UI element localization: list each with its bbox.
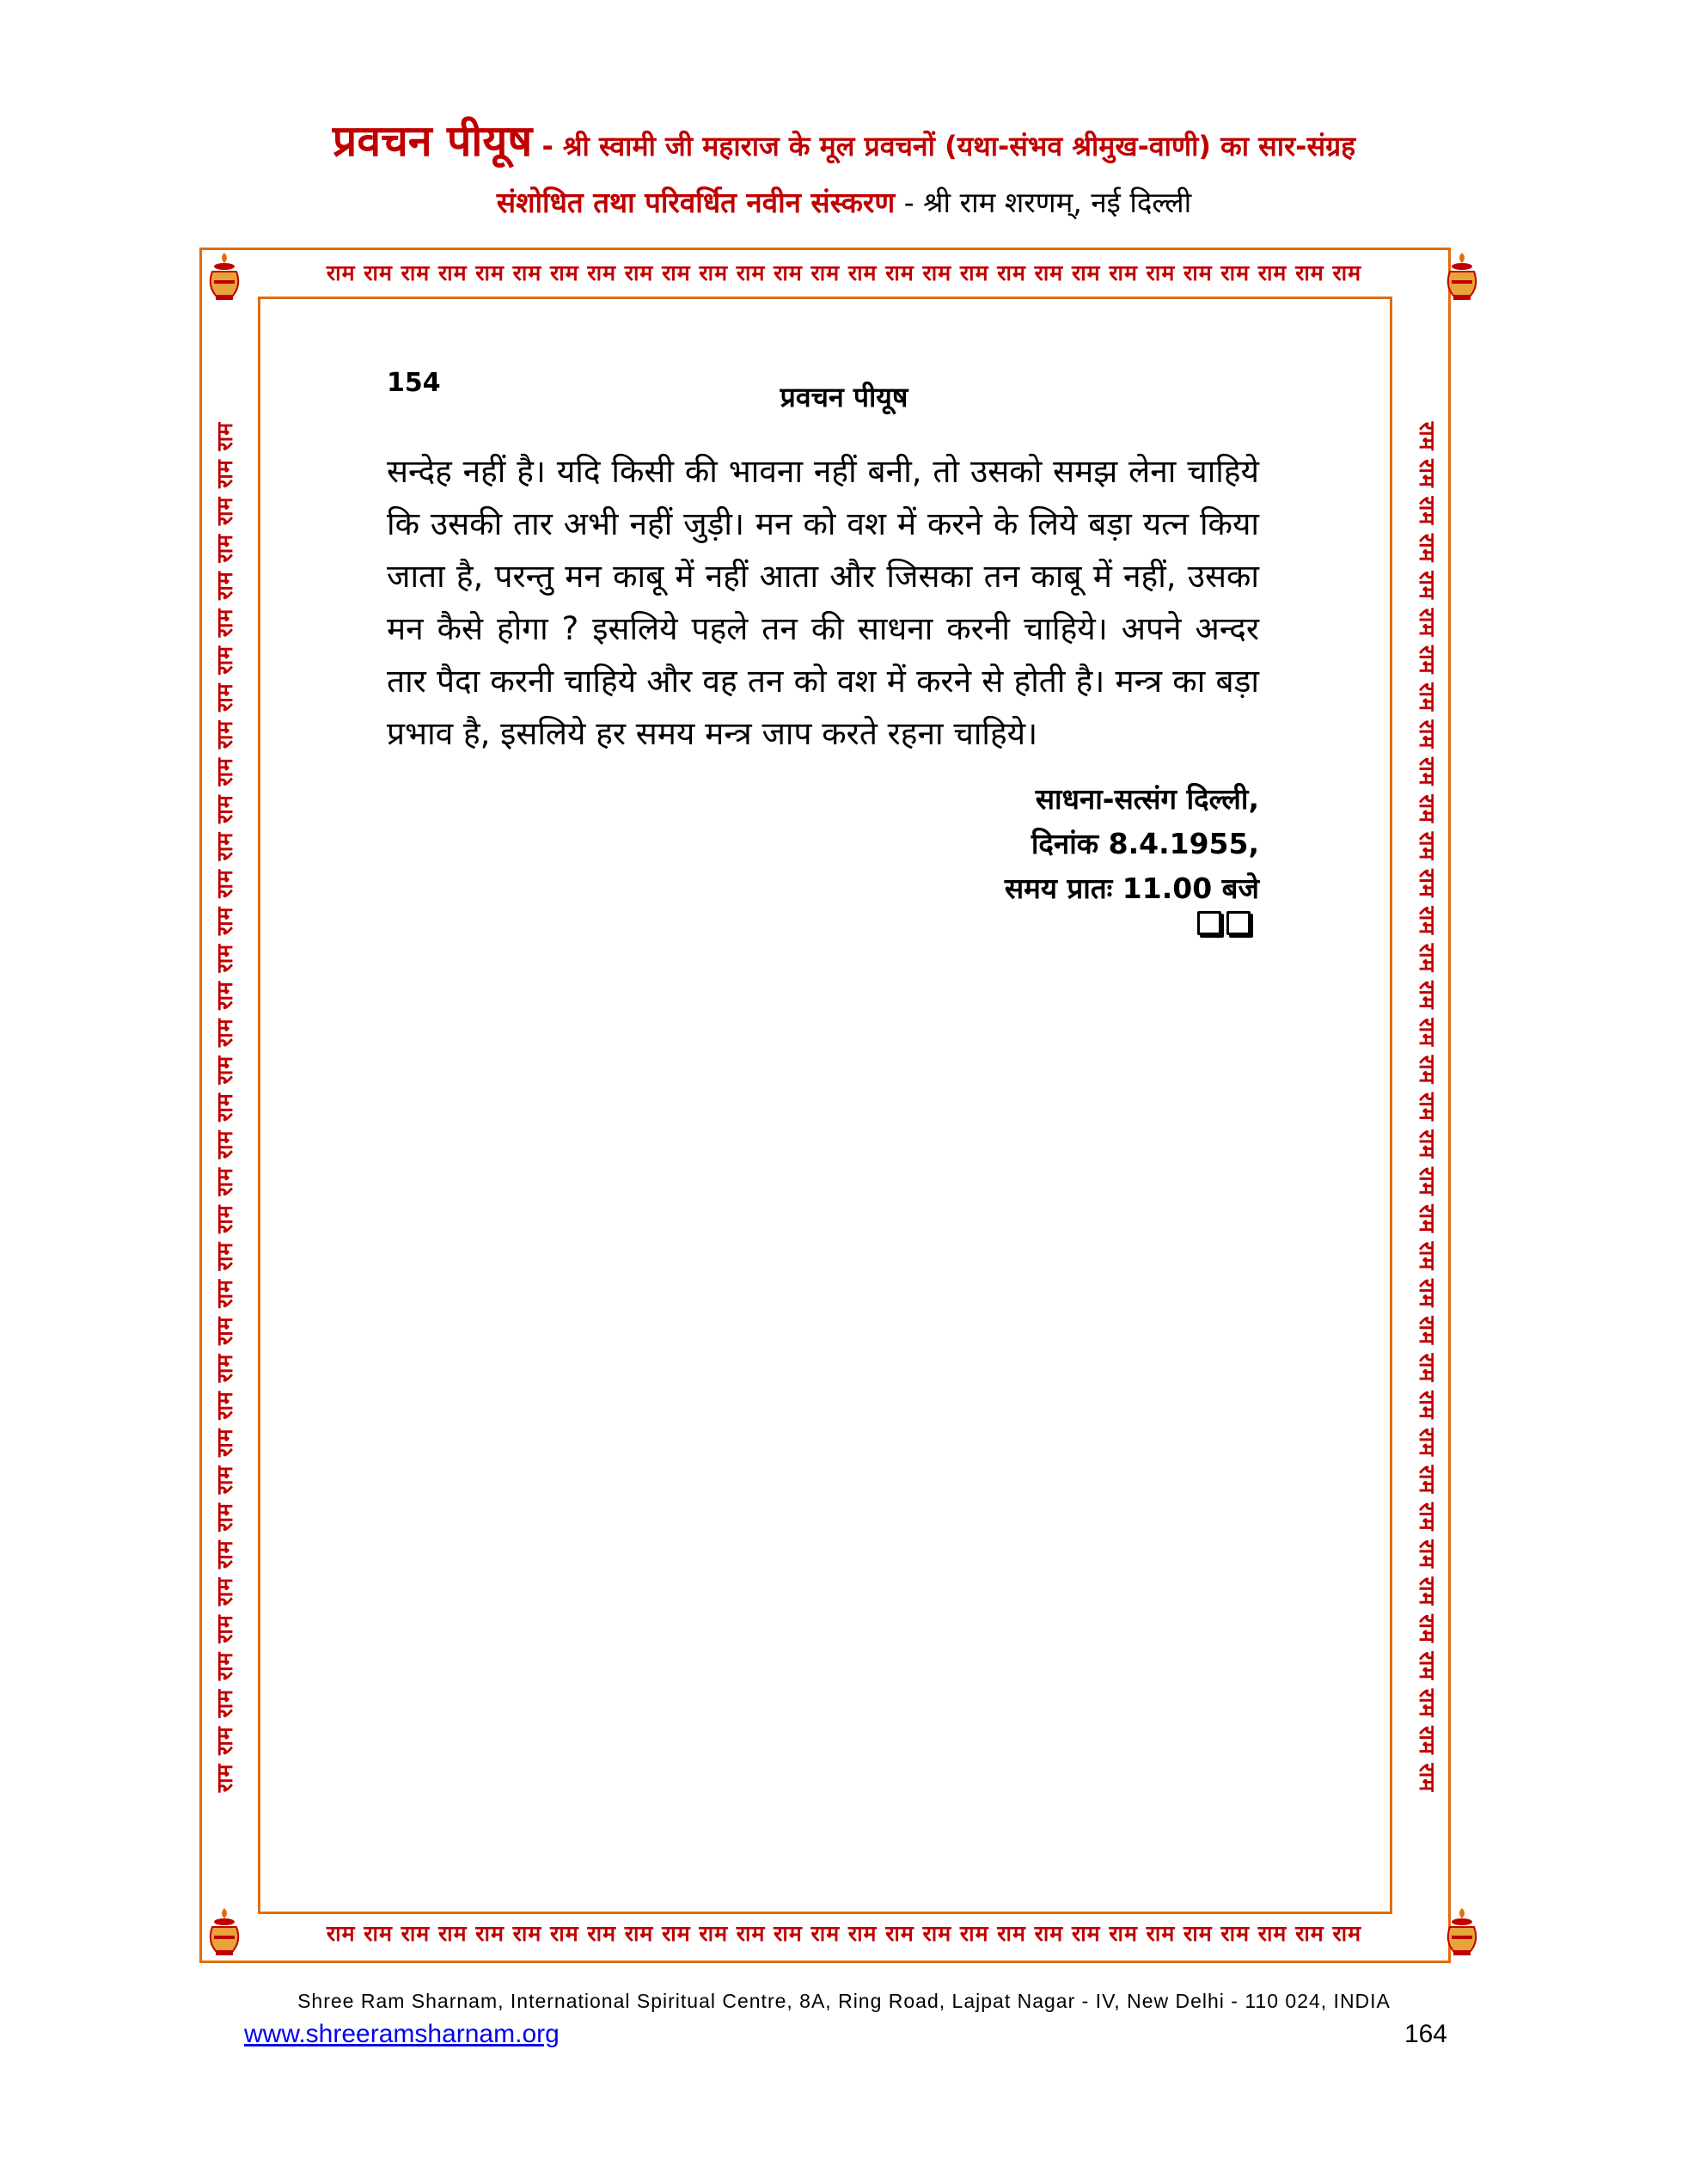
border-top-text: राम राम राम राम राम राम राम राम राम राम राम राम राम राम राम राम राम राम राम राम राम राम राम राम राम राम राम राम xyxy=(326,260,1362,285)
border-right-text: राम राम राम राम राम राम राम राम राम राम राम राम राम राम राम राम राम राम राम राम राम राम राम राम राम राम राम राम राम राम राम राम राम राम राम राम राम xyxy=(1415,421,1440,1793)
footer-address: Shree Ram Sharnam, International Spiritual Centre, 8A, Ring Road, Lajpat Nagar - IV, New Delhi - 110 024, INDIA xyxy=(297,1990,1391,2012)
header-title xyxy=(0,110,1688,168)
title-sep: - xyxy=(532,130,563,162)
footer-page-number: 164 xyxy=(1404,2020,1447,2048)
kalash-icon xyxy=(204,251,245,303)
title-rest: श्री स्वामी जी महाराज के मूल प्रवचनों (यथा-संभव श्रीमुख-वाणी) का सार-संग्रह xyxy=(562,130,1356,162)
body-paragraph: सन्देह नहीं है। यदि किसी की भावना नहीं बनी, तो उसको समझ लेना चाहिये कि उसकी तार अभी नहीं जुड़ी। मन को वश में करने के लिये बड़ा यत्न किया जाता है, परन्तु मन काबू में नहीं आता और जिसका तन काबू में नहीं, उसका मन कैसे होगा ? इसलिये पहले तन की साधना करनी चाहिये। अपने अन्दर तार पैदा करनी चाहिये और वह तन को वश में करने से होती है। मन्त्र का बड़ा प्रभाव है, इसलिये हर समय मन्त्र जाप करते रहना चाहिये। xyxy=(387,453,1259,752)
signature-time: समय प्रातः 11.00 बजे xyxy=(1004,872,1259,905)
signature-place: साधना-सत्संग दिल्ली, xyxy=(1035,782,1259,816)
end-marker-boxes-icon xyxy=(1197,911,1256,939)
border-right-column xyxy=(1410,325,1445,1889)
scanned-page-number: 154 xyxy=(387,368,441,398)
kalash-icon xyxy=(1441,251,1483,303)
kalash-icon xyxy=(204,1906,245,1958)
border-bottom-text: राम राम राम राम राम राम राम राम राम राम राम राम राम राम राम राम राम राम राम राम राम राम राम राम राम राम राम राम xyxy=(326,1921,1362,1946)
header-subtitle xyxy=(0,182,1688,221)
title-main: प्रवचन पीयूष xyxy=(332,116,533,166)
footer-website-link[interactable]: www.shreeramsharnam.org xyxy=(244,2020,560,2048)
subtitle-rest: - श्री राम शरणम्, नई दिल्ली xyxy=(895,186,1192,219)
signature-date: दिनांक 8.4.1955, xyxy=(1031,827,1259,860)
border-left-text: राम राम राम राम राम राम राम राम राम राम राम राम राम राम राम राम राम राम राम राम राम राम राम राम राम राम राम राम राम राम राम राम राम राम राम राम राम xyxy=(212,421,237,1793)
border-left-column xyxy=(207,325,242,1889)
scanned-page-title: प्रवचन पीयूष xyxy=(780,381,908,413)
kalash-icon xyxy=(1441,1906,1483,1958)
subtitle-bold: संशोधित तथा परिवर्धित नवीन संस्करण xyxy=(496,186,896,219)
